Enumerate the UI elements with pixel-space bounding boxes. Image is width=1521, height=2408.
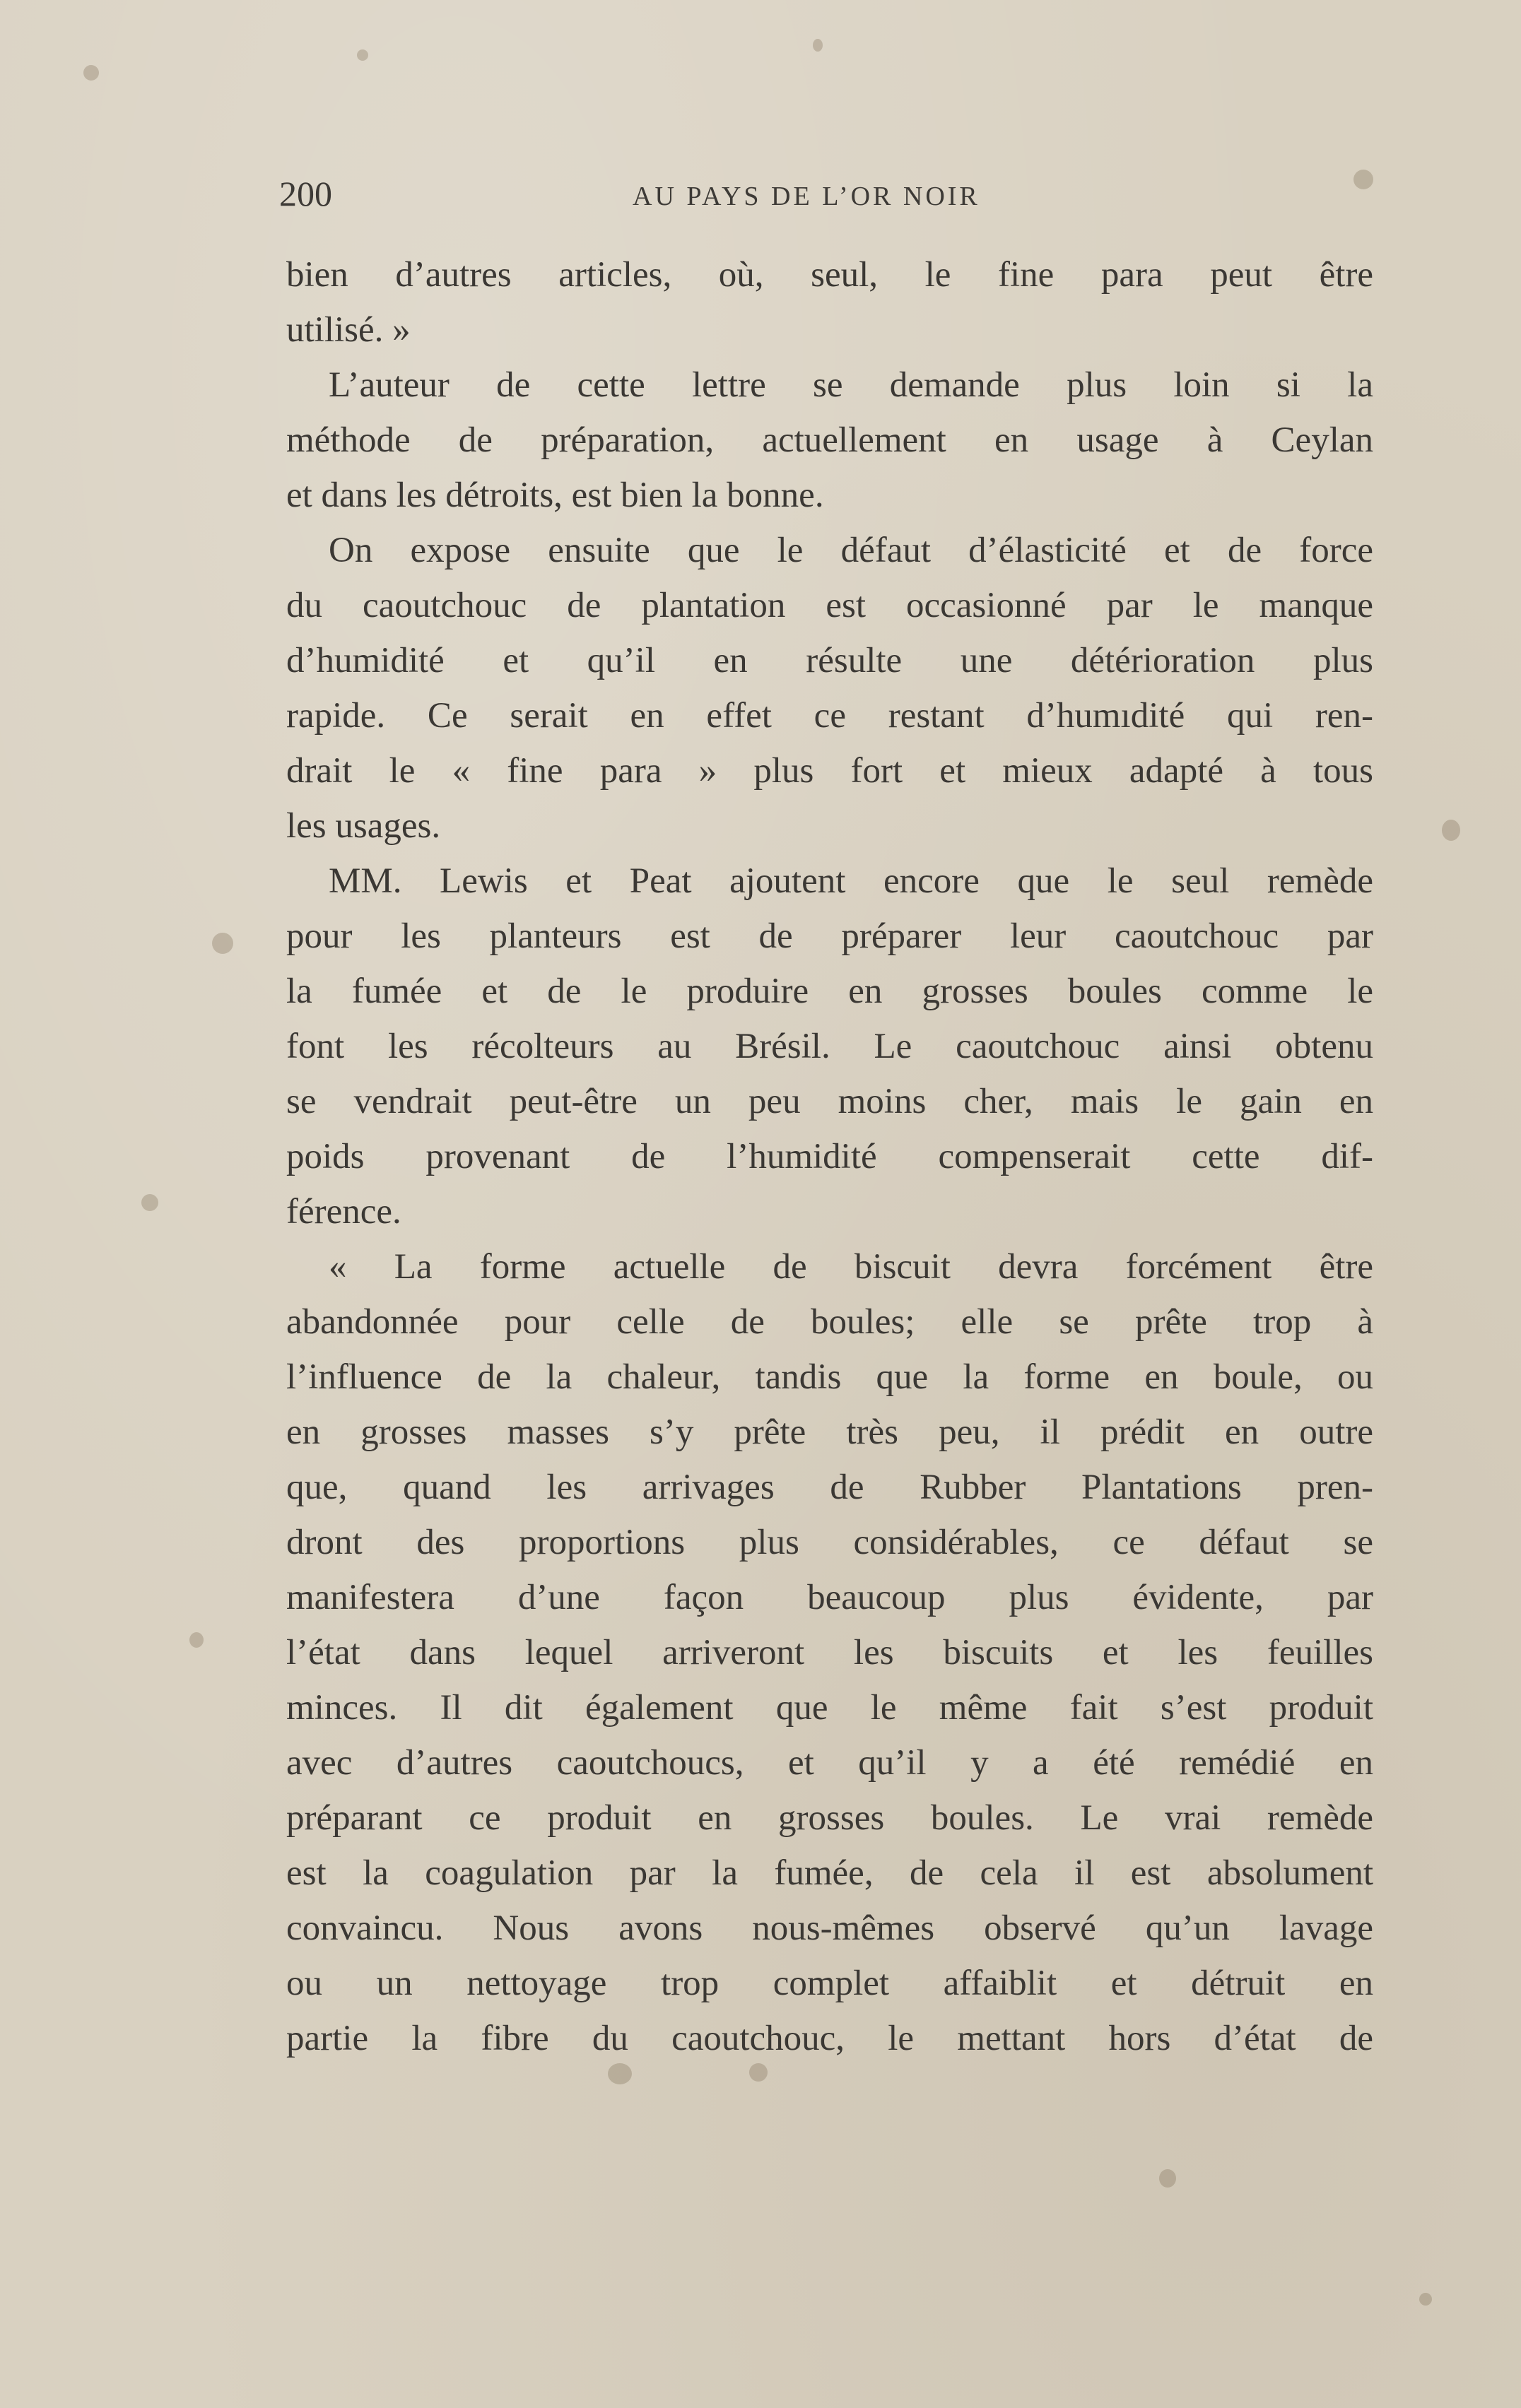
foxing-spot [813,39,823,52]
text-line: en grosses masses s’y prête très peu, il prédit en outre [286,1412,1373,1452]
page-header [279,172,1375,215]
text-line: convaincu. Nous avons nous-mêmes observé qu’un lavage [286,1908,1373,1948]
foxing-spot [83,65,99,81]
foxing-spot [1419,2293,1432,2306]
foxing-spot [1159,2169,1176,2188]
text-line: poids provenant de l’humidité compenserait cette dif- [286,1137,1373,1176]
text-line: l’influence de la chaleur, tandis que la forme en boule, ou [286,1357,1373,1397]
text-line: minces. Il dit également que le même fait s’est produit [286,1688,1373,1728]
text-line: avec d’autres caoutchoucs, et qu’il y a été remédié en [286,1743,1373,1783]
text-line: drait le « fine para » plus fort et mieux adapté à tous [286,751,1373,791]
text-line: L’auteur de cette lettre se demande plus loin si la [329,365,1373,405]
text-line: la fumée et de le produire en grosses boules comme le [286,972,1373,1011]
text-line: ou un nettoyage trop complet affaiblit et détruit en [286,1964,1373,2003]
foxing-spot [141,1194,158,1211]
page-number: 200 [279,174,332,213]
running-title: AU PAYS DE L’OR NOIR [633,182,980,211]
text-line: du caoutchouc de plantation est occasionné par le manque [286,586,1373,625]
text-line: férence. [286,1192,401,1232]
foxing-spot [1442,820,1460,841]
foxing-spot [357,49,368,61]
text-line: « La forme actuelle de biscuit devra forcément être [329,1247,1373,1287]
text-line: pour les planteurs est de préparer leur caoutchouc par [286,916,1373,956]
text-line: On expose ensuite que le défaut d’élasticité et de force [329,531,1373,570]
text-line: font les récolteurs au Brésil. Le caoutchouc ainsi obtenu [286,1027,1373,1066]
text-line: se vendrait peut-être un peu moins cher, mais le gain en [286,1082,1373,1121]
text-line: est la coagulation par la fumée, de cela il est absolument [286,1853,1373,1893]
text-line: MM. Lewis et Peat ajoutent encore que le seul remède [329,861,1373,901]
text-line: partie la fibre du caoutchouc, le mettant hors d’état de [286,2019,1373,2058]
text-line: utilisé. » [286,310,411,350]
text-line: méthode de préparation, actuellement en usage à Ceylan [286,420,1373,460]
body-text [286,247,1373,2066]
text-line: l’état dans lequel arriveront les biscuits et les feuilles [286,1633,1373,1672]
text-line: d’humidité et qu’il en résulte une détérioration plus [286,641,1373,680]
text-line: que, quand les arrivages de Rubber Plantations pren- [286,1468,1373,1507]
text-line: rapide. Ce serait en effet ce restant d’humıdité qui ren- [286,696,1373,736]
text-line: abandonnée pour celle de boules; elle se prête trop à [286,1302,1373,1342]
text-line: bien d’autres articles, où, seul, le fine para peut être [286,255,1373,295]
text-line: dront des proportions plus considérables, ce défaut se [286,1523,1373,1562]
foxing-spot [212,933,233,954]
foxing-spot [189,1632,204,1648]
text-line: manifestera d’une façon beaucoup plus évidente, par [286,1578,1373,1617]
text-line: les usages. [286,806,441,846]
foxing-spot [608,2063,632,2084]
text-line: et dans les détroits, est bien la bonne. [286,476,824,515]
text-line: préparant ce produit en grosses boules. Le vrai remède [286,1798,1373,1838]
